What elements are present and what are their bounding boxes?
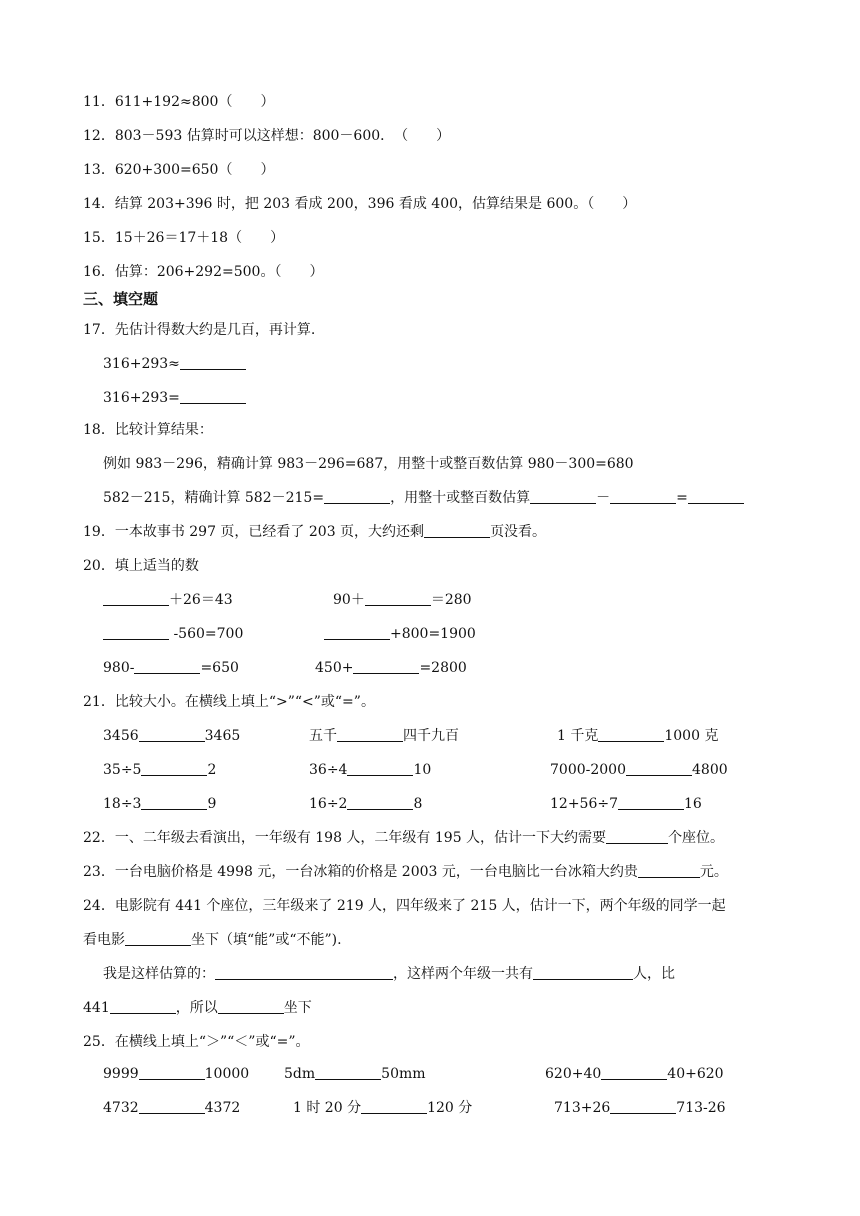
left-value: 16÷2 <box>309 796 348 812</box>
answer-blank[interactable] <box>125 931 191 946</box>
text: 坐下（填“能”或“不能”). <box>191 932 342 948</box>
section-heading: 三、填空题 <box>83 290 159 308</box>
question-23 <box>83 863 728 881</box>
answer-blank[interactable] <box>141 761 207 776</box>
expression: 316+293= <box>103 390 180 406</box>
text: ，用整十或整百数估算 <box>390 490 531 506</box>
answer-blank[interactable] <box>598 727 664 742</box>
left-value: 9999 <box>103 1066 139 1082</box>
answer-blank[interactable] <box>315 1065 381 1080</box>
text: 22．一、二年级去看演出，一年级有 198 人，二年级有 195 人，估计一下大约需要 <box>83 830 607 846</box>
left-value: 4732 <box>103 1100 139 1116</box>
question-18-example: 例如 983－296，精确计算 983－296=687，用整十或整百数估算 980－300=680 <box>103 456 634 472</box>
answer-blank[interactable] <box>347 795 413 810</box>
text: ，所以 <box>175 1000 218 1016</box>
left-value: 五千 <box>309 728 337 744</box>
answer-blank[interactable] <box>353 659 419 674</box>
question-11: 11．611+192≈800（ ） <box>83 94 275 110</box>
q25-item <box>103 1099 240 1117</box>
left-value: 1 时 20 分 <box>293 1100 362 1116</box>
text: 23．一台电脑价格是 4998 元，一台冰箱的价格是 2003 元，一台电脑比一台冰箱大约贵 <box>83 864 638 880</box>
text: 19．一本故事书 297 页，已经看了 203 页，大约还剩 <box>83 524 425 540</box>
question-22 <box>83 829 724 847</box>
q21-item <box>103 761 216 779</box>
q21-item <box>550 795 702 813</box>
answer-blank[interactable] <box>610 1099 676 1114</box>
left-value: 1 千克 <box>557 728 599 744</box>
text: =650 <box>200 660 239 676</box>
left-value: 18÷3 <box>103 796 142 812</box>
text: 坐下 <box>283 1000 312 1016</box>
q21-item <box>557 727 718 745</box>
question-16: 16．估算：206+292=500。（ ） <box>83 264 324 280</box>
answer-blank[interactable] <box>337 727 403 742</box>
answer-blank[interactable] <box>606 829 668 844</box>
question-13: 13．620+300=650（ ） <box>83 162 275 178</box>
answer-blank[interactable] <box>365 591 431 606</box>
text: 个座位。 <box>668 830 725 846</box>
left-value: 620+40 <box>545 1066 602 1082</box>
right-value: 16 <box>684 796 702 812</box>
text: 450+ <box>315 660 354 676</box>
question-24-line-2 <box>83 931 342 949</box>
q20-item <box>103 625 243 643</box>
right-value: 1000 克 <box>664 728 719 744</box>
q21-item <box>103 795 216 813</box>
question-17-prompt: 17．先估计得数大约是几百，再计算. <box>83 322 316 338</box>
question-24-line-3 <box>103 965 675 983</box>
right-value: 50mm <box>381 1066 426 1082</box>
right-value: 2 <box>207 762 217 778</box>
answer-blank[interactable] <box>530 489 596 504</box>
text: =2800 <box>419 660 467 676</box>
right-value: 120 分 <box>427 1100 473 1116</box>
q21-item <box>309 727 459 745</box>
answer-blank[interactable] <box>103 591 169 606</box>
answer-blank[interactable] <box>688 489 744 504</box>
answer-blank[interactable] <box>180 389 246 404</box>
q25-item <box>545 1065 724 1083</box>
text: ，这样两个年级一共有 <box>393 966 533 982</box>
text: 582－215，精确计算 582－215= <box>103 490 325 506</box>
left-value: 36÷4 <box>309 762 348 778</box>
right-value: 9 <box>207 796 217 812</box>
right-value: 4372 <box>204 1100 241 1116</box>
answer-blank[interactable] <box>610 489 676 504</box>
answer-blank[interactable] <box>601 1065 667 1080</box>
answer-blank[interactable] <box>218 999 284 1014</box>
answer-blank[interactable] <box>215 965 393 980</box>
text: -560=700 <box>169 626 244 642</box>
answer-blank[interactable] <box>141 795 207 810</box>
answer-blank[interactable] <box>180 355 246 370</box>
q20-item <box>333 591 472 609</box>
text: 看电影 <box>83 932 125 948</box>
q20-item <box>103 591 233 609</box>
text: 人，比 <box>633 966 675 982</box>
answer-blank[interactable] <box>324 489 390 504</box>
q25-item <box>293 1099 472 1117</box>
minus-sign: － <box>596 490 611 506</box>
text: 90＋ <box>333 592 365 608</box>
right-value: 四千九百 <box>403 728 459 744</box>
answer-blank[interactable] <box>618 795 684 810</box>
question-18-prompt: 18．比较计算结果： <box>83 422 213 438</box>
answer-blank[interactable] <box>139 1099 205 1114</box>
question-17-line-b <box>103 389 246 407</box>
answer-blank[interactable] <box>324 625 390 640</box>
answer-blank[interactable] <box>361 1099 427 1114</box>
question-20-prompt: 20．填上适当的数 <box>83 558 199 574</box>
right-value: 40+620 <box>667 1066 724 1082</box>
left-value: 3456 <box>103 728 139 744</box>
q21-item <box>309 761 431 779</box>
answer-blank[interactable] <box>139 1065 205 1080</box>
question-25-prompt: 25．在横线上填上“＞”“＜”或“=”。 <box>83 1034 310 1050</box>
question-18-task <box>103 489 744 507</box>
question-14: 14．结算 203+396 时，把 203 看成 200，396 看成 400，估算结果是 600。（ ） <box>83 196 637 212</box>
answer-blank[interactable] <box>103 625 169 640</box>
text: 元。 <box>699 864 728 880</box>
expression: 316+293≈ <box>103 356 180 372</box>
text: ＋26＝43 <box>169 592 233 608</box>
left-value: 7000-2000 <box>550 762 626 778</box>
q25-item <box>103 1065 249 1083</box>
right-value: 10 <box>413 762 432 778</box>
question-19 <box>83 523 546 541</box>
q20-item <box>324 625 476 643</box>
text: 980- <box>103 660 135 676</box>
answer-blank[interactable] <box>347 761 413 776</box>
q21-item <box>103 727 240 745</box>
answer-blank[interactable] <box>638 863 700 878</box>
answer-blank[interactable] <box>626 761 692 776</box>
right-value: 10000 <box>204 1066 250 1082</box>
question-24-line-1: 24．电影院有 441 个座位，三年级来了 219 人，四年级来了 215 人，估计一下，两个年级的同学一起 <box>83 898 726 914</box>
question-15: 15．15＋26＝17＋18（ ） <box>83 230 285 246</box>
text: 页没看。 <box>490 524 547 540</box>
q25-item <box>554 1099 726 1117</box>
text: 我是这样估算的： <box>103 966 215 982</box>
answer-blank[interactable] <box>110 999 176 1014</box>
question-12: 12．803－593 估算时可以这样想：800－600． （ ） <box>83 128 451 144</box>
right-value: 3465 <box>204 728 241 744</box>
question-17-line-a <box>103 355 246 373</box>
text: 441 <box>83 1000 110 1016</box>
right-value: 4800 <box>692 762 728 778</box>
q20-item <box>315 659 467 677</box>
answer-blank[interactable] <box>139 727 205 742</box>
answer-blank[interactable] <box>424 523 490 538</box>
q21-item <box>309 795 422 813</box>
q21-item <box>550 761 728 779</box>
left-value: 35÷5 <box>103 762 142 778</box>
q20-item <box>103 659 239 677</box>
left-value: 5dm <box>284 1066 316 1082</box>
answer-blank[interactable] <box>134 659 200 674</box>
left-value: 12+56÷7 <box>550 796 618 812</box>
right-value: 713-26 <box>676 1100 726 1116</box>
text: +800=1900 <box>390 626 476 642</box>
left-value: 713+26 <box>554 1100 611 1116</box>
text: ＝280 <box>430 592 472 608</box>
q25-item <box>284 1065 426 1083</box>
right-value: 8 <box>413 796 423 812</box>
answer-blank[interactable] <box>533 965 633 980</box>
equals-sign: = <box>676 490 688 506</box>
question-24-line-4 <box>83 999 312 1017</box>
question-21-prompt: 21．比较大小。在横线上填上“>”“<”或“=”。 <box>83 694 375 710</box>
